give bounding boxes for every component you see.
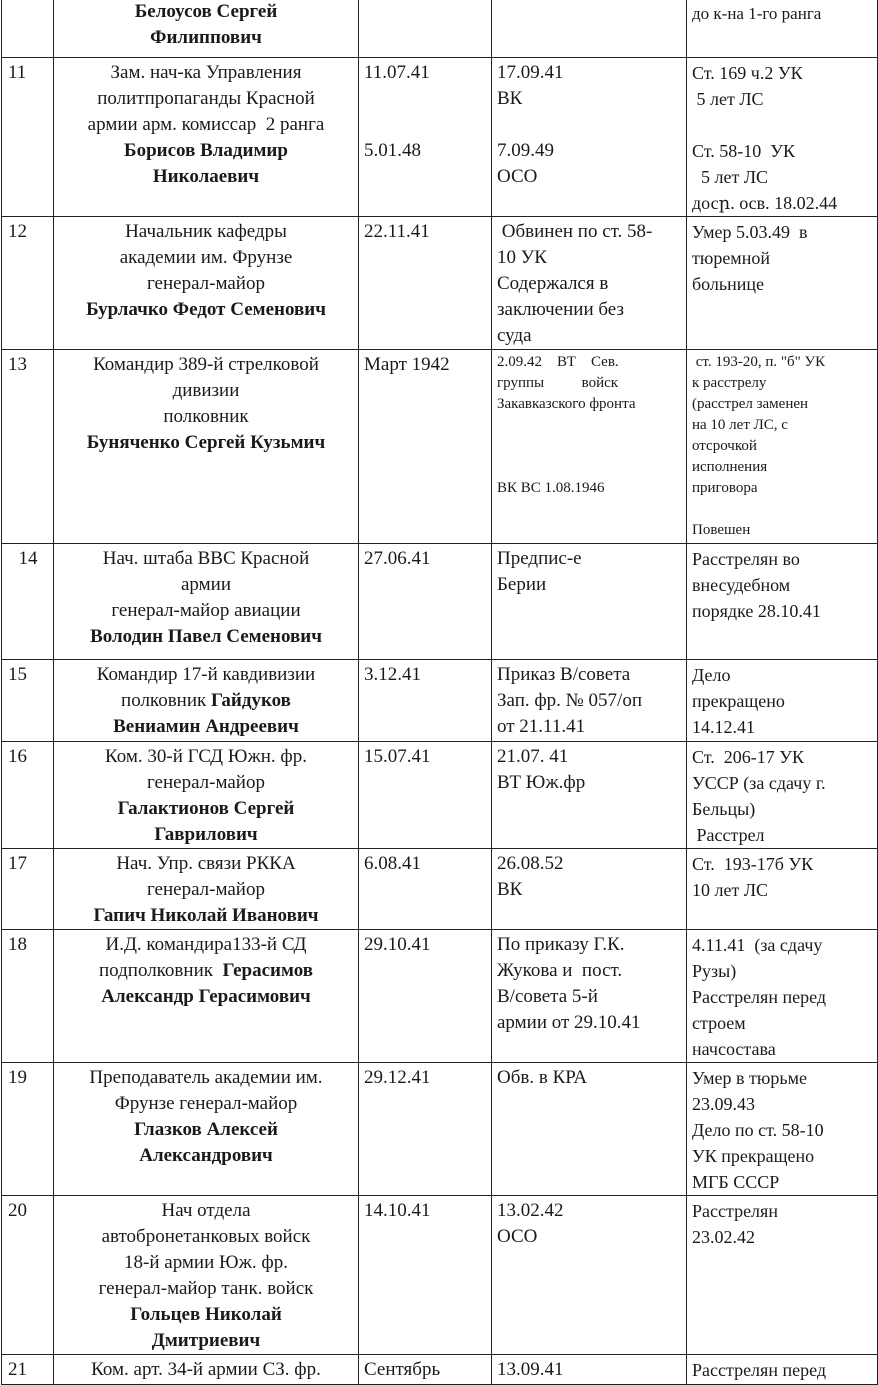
cell-line: ВК [497, 88, 523, 109]
cell-line: Повешен [692, 522, 751, 538]
rank-and-surname [59, 688, 353, 714]
sentencing-body-cell [492, 1196, 687, 1355]
cell-line: 14.10.41 [364, 1200, 431, 1221]
cell-line: Расстрелян перед [692, 1360, 826, 1380]
cell-line [497, 415, 681, 436]
cell-line: Зап. фр. № 057/оп [497, 690, 643, 711]
cell-line: 13.02.42 [497, 1200, 564, 1221]
cell-line: Обв. в КРА [497, 1067, 588, 1088]
cell-line: 23.09.43 [692, 1094, 755, 1114]
table-row [2, 930, 878, 1063]
table-row [2, 58, 878, 217]
cell-line: Галактионов Сергей [117, 798, 295, 819]
cell-line: Дмитриевич [151, 1330, 261, 1351]
verdict-cell [687, 849, 878, 930]
cell-line: Володин Павел Семенович [90, 626, 322, 647]
cell-line: ВК ВС 1.08.1946 [497, 480, 605, 496]
cell-line: приговора [692, 480, 758, 496]
sentencing-body-cell [492, 930, 687, 1063]
cell-line: Ст. 193-17б УК [692, 854, 814, 874]
cell-line: 13.09.41 [497, 1359, 564, 1380]
cell-line: Гапич Николай Иванович [93, 905, 319, 926]
sentencing-body-cell [492, 660, 687, 742]
cell-line: 11.07.41 [364, 62, 430, 83]
cell-line: Содержался в [497, 273, 609, 294]
verdict-cell [687, 660, 878, 742]
rank: подполковник [98, 960, 223, 981]
cell-line: Ком. арт. 34-й армии СЗ. фр. [91, 1359, 321, 1380]
cell-line: Бурлачко Федот Семенович [86, 299, 326, 320]
arrest-date-cell [359, 1063, 492, 1196]
repression-table [1, 0, 878, 1385]
row-number: 21 [2, 1355, 54, 1385]
verdict-cell [687, 742, 878, 849]
cell-line: досր. осв. 18.02.44 [692, 193, 838, 213]
cell-line [497, 436, 681, 457]
person-cell [54, 1063, 359, 1196]
cell-line: 21.07. 41 [497, 746, 569, 767]
cell-line: полковник [163, 406, 249, 427]
person-cell [54, 217, 359, 350]
arrest-date-cell [359, 217, 492, 350]
cell-line: генерал-майор [147, 772, 265, 793]
row-number: 15 [2, 660, 54, 742]
verdict-cell [687, 1355, 878, 1385]
row-number: 11 [2, 58, 54, 217]
cell-line: Борисов Владимир [124, 140, 288, 161]
table-row [2, 1196, 878, 1355]
cell-line: армии [180, 574, 231, 595]
cell-line: политпропаганды Красной [97, 88, 315, 109]
cell-line: автобронетанковых войск [101, 1226, 311, 1247]
sentencing-body-cell [492, 1063, 687, 1196]
person-cell [54, 350, 359, 544]
cell-line: прекращено [692, 691, 785, 711]
cell-line: В/совета 5-й [497, 986, 598, 1007]
person-cell [54, 1355, 359, 1385]
cell-line: МГБ СССР [692, 1172, 780, 1192]
verdict-cell [687, 930, 878, 1063]
cell-line: ОСО [497, 1226, 538, 1247]
person-cell [54, 0, 359, 58]
row-number: 19 [2, 1063, 54, 1196]
cell-line: Нач. Упр. связи РККА [116, 853, 296, 874]
cell-line: Преподаватель академии им. [89, 1067, 323, 1088]
cell-line: И.Д. командира133-й СД [105, 934, 307, 955]
table-row [2, 1355, 878, 1385]
cell-line: генерал-майор авиации [111, 600, 301, 621]
cell-line: 4.11.41 (за сдачу [692, 935, 823, 955]
cell-line: Александр Герасимович [101, 986, 311, 1007]
rank-and-surname [59, 958, 353, 984]
surname: Герасимов [222, 960, 313, 981]
table-row [2, 660, 878, 742]
cell-line: 6.08.41 [364, 853, 421, 874]
cell-line: Бельцы) [692, 799, 756, 819]
cell-line: Фрунзе генерал-майор [114, 1093, 298, 1114]
cell-line: начсостава [692, 1039, 776, 1059]
person-cell [54, 544, 359, 660]
cell-line: Расстрел [692, 825, 765, 845]
cell-line: 5 лет ЛС [692, 89, 764, 109]
sentencing-body-cell [492, 350, 687, 544]
cell-line: Расстрелян [692, 1201, 778, 1221]
cell-line: Начальник кафедры [125, 221, 287, 242]
cell-line: УССР (за сдачу г. [692, 773, 826, 793]
cell-line: группы войск [497, 375, 619, 391]
cell-line: УК прекращено [692, 1146, 815, 1166]
table-row [2, 849, 878, 930]
person-cell [54, 849, 359, 930]
cell-line: ст. 193-20, п. "б" УК [692, 354, 826, 370]
cell-line: 26.08.52 [497, 853, 564, 874]
cell-line: к расстрелу [692, 375, 767, 391]
person-cell [54, 58, 359, 217]
table-row [2, 1063, 878, 1196]
cell-line: Белоусов Сергей [134, 1, 278, 22]
verdict-cell [687, 0, 878, 58]
cell-line: дивизии [172, 380, 240, 401]
sentencing-body-cell [492, 217, 687, 350]
cell-line: генерал-майор танк. войск [98, 1278, 314, 1299]
cell-line: строем [692, 1013, 746, 1033]
cell-line: Ком. 30-й ГСД Южн. фр. [105, 746, 307, 767]
cell-line: 18-й армии Юж. фр. [124, 1252, 288, 1273]
cell-line: Буняченко Сергей Кузьмич [86, 432, 326, 453]
person-cell [54, 1196, 359, 1355]
cell-line: 10 УК [497, 247, 547, 268]
cell-line: Гаврилович [154, 824, 258, 845]
cell-line: армии от 29.10.41 [497, 1012, 641, 1033]
arrest-date-cell [359, 742, 492, 849]
cell-line [497, 1, 681, 27]
cell-line: Ст. 169 ч.2 УК [692, 63, 803, 83]
cell-line: ВТ Юж.фр [497, 772, 586, 793]
cell-line: 5 лет ЛС [692, 167, 769, 187]
cell-line: 5.01.48 [364, 140, 421, 161]
cell-line: 27.06.41 [364, 548, 431, 569]
cell-line [364, 1, 486, 27]
arrest-date-cell [359, 849, 492, 930]
arrest-date-cell [359, 350, 492, 544]
rank: полковник [121, 690, 211, 711]
cell-line: Рузы) [692, 961, 737, 981]
sentencing-body-cell [492, 58, 687, 217]
row-number: 20 [2, 1196, 54, 1355]
table-row [2, 350, 878, 544]
cell-line: 15.07.41 [364, 746, 431, 767]
arrest-date-cell [359, 1355, 492, 1385]
verdict-cell [687, 350, 878, 544]
cell-line: 29.12.41 [364, 1067, 431, 1088]
verdict-cell [687, 58, 878, 217]
cell-line [692, 499, 872, 520]
arrest-date-cell [359, 930, 492, 1063]
cell-line: тюремной [692, 248, 770, 268]
sentencing-body-cell [492, 544, 687, 660]
cell-line: Нач. штаба ВВС Красной [102, 548, 310, 569]
arrest-date-cell [359, 58, 492, 217]
cell-line: Нач отдела [161, 1200, 251, 1221]
cell-line: Вениамин Андреевич [113, 716, 299, 737]
cell-line: порядке 28.10.41 [692, 601, 821, 621]
cell-line: генерал-майор [147, 273, 265, 294]
table-row [2, 544, 878, 660]
cell-line: до к-на 1-го ранга [692, 4, 822, 23]
row-number: 18 [2, 930, 54, 1063]
arrest-date-cell [359, 544, 492, 660]
cell-line: По приказу Г.К. [497, 934, 625, 955]
row-number: 13 [2, 350, 54, 544]
cell-line: Умер в тюрьме [692, 1068, 807, 1088]
person-cell [54, 930, 359, 1063]
cell-line: исполнения [692, 459, 768, 475]
row-number: 14 [2, 544, 54, 660]
cell-line: Жукова и пост. [497, 960, 623, 981]
cell-line [364, 86, 486, 112]
cell-line: Командир 17-й кавдивизии [96, 664, 316, 685]
cell-line: Расстрелян во [692, 549, 800, 569]
table-row [2, 0, 878, 58]
cell-line: 10 лет ЛС [692, 880, 769, 900]
cell-line: Умер 5.03.49 в [692, 222, 808, 242]
cell-line: Расстрелян перед [692, 987, 826, 1007]
cell-line: 2.09.42 ВТ Сев. [497, 354, 619, 370]
cell-line: от 21.11.41 [497, 716, 586, 737]
cell-line: заключении без [497, 299, 624, 320]
cell-line: Александрович [139, 1145, 273, 1166]
arrest-date-cell [359, 1196, 492, 1355]
cell-line: ОСО [497, 166, 538, 187]
verdict-cell [687, 217, 878, 350]
cell-line: 22.11.41 [364, 221, 430, 242]
cell-line: Дело по ст. 58-10 [692, 1120, 824, 1140]
verdict-cell [687, 1196, 878, 1355]
cell-line: больнице [692, 274, 764, 294]
cell-line: 23.02.42 [692, 1227, 755, 1247]
cell-line: суда [497, 325, 532, 346]
cell-line: 14.12.41 [692, 717, 755, 737]
cell-line: 3.12.41 [364, 664, 421, 685]
row-number: 16 [2, 742, 54, 849]
cell-line: Гольцев Николай [130, 1304, 282, 1325]
cell-line: Ст. 206-17 УК [692, 747, 805, 767]
row-number: 12 [2, 217, 54, 350]
person-cell [54, 660, 359, 742]
cell-line: внесудебном [692, 575, 791, 595]
cell-line: академии им. Фрунзе [119, 247, 293, 268]
cell-line [497, 112, 681, 138]
cell-line [497, 457, 681, 478]
cell-line: на 10 лет ЛС, с [692, 417, 788, 433]
cell-line: Обвинен по ст. 58- [497, 221, 653, 242]
cell-line: Сентябрь [364, 1359, 441, 1380]
row-number [2, 0, 54, 58]
arrest-date-cell [359, 0, 492, 58]
cell-line: ВК [497, 879, 523, 900]
cell-line: Берии [497, 574, 547, 595]
sentencing-body-cell [492, 742, 687, 849]
cell-line: отсрочкой [692, 438, 757, 454]
cell-line: Закавказского фронта [497, 396, 636, 412]
surname: Гайдуков [210, 690, 291, 711]
cell-line: Дело [692, 665, 731, 685]
cell-line [692, 112, 872, 138]
cell-line: Николаевич [152, 166, 260, 187]
sentencing-body-cell [492, 1355, 687, 1385]
cell-line: Март 1942 [364, 354, 450, 375]
cell-line: (расстрел заменен [692, 396, 809, 412]
cell-line: Предпис-е [497, 548, 582, 569]
cell-line: армии арм. комиссар 2 ранга [87, 114, 325, 135]
cell-line: Командир 389-й стрелковой [93, 354, 319, 375]
person-cell [54, 742, 359, 849]
table-row [2, 217, 878, 350]
cell-line: 29.10.41 [364, 934, 431, 955]
cell-line: Приказ В/совета [497, 664, 631, 685]
row-number: 17 [2, 849, 54, 930]
verdict-cell [687, 544, 878, 660]
cell-line [364, 112, 486, 138]
cell-line: 7.09.49 [497, 140, 554, 161]
cell-line: Ст. 58-10 УК [692, 141, 796, 161]
arrest-date-cell [359, 660, 492, 742]
cell-line: Зам. нач-ка Управления [110, 62, 302, 83]
table-row [2, 742, 878, 849]
cell-line: Филиппович [150, 27, 262, 48]
sentencing-body-cell [492, 849, 687, 930]
cell-line: 17.09.41 [497, 62, 564, 83]
cell-line: генерал-майор [147, 879, 265, 900]
cell-line: Глазков Алексей [134, 1119, 278, 1140]
sentencing-body-cell [492, 0, 687, 58]
verdict-cell [687, 1063, 878, 1196]
